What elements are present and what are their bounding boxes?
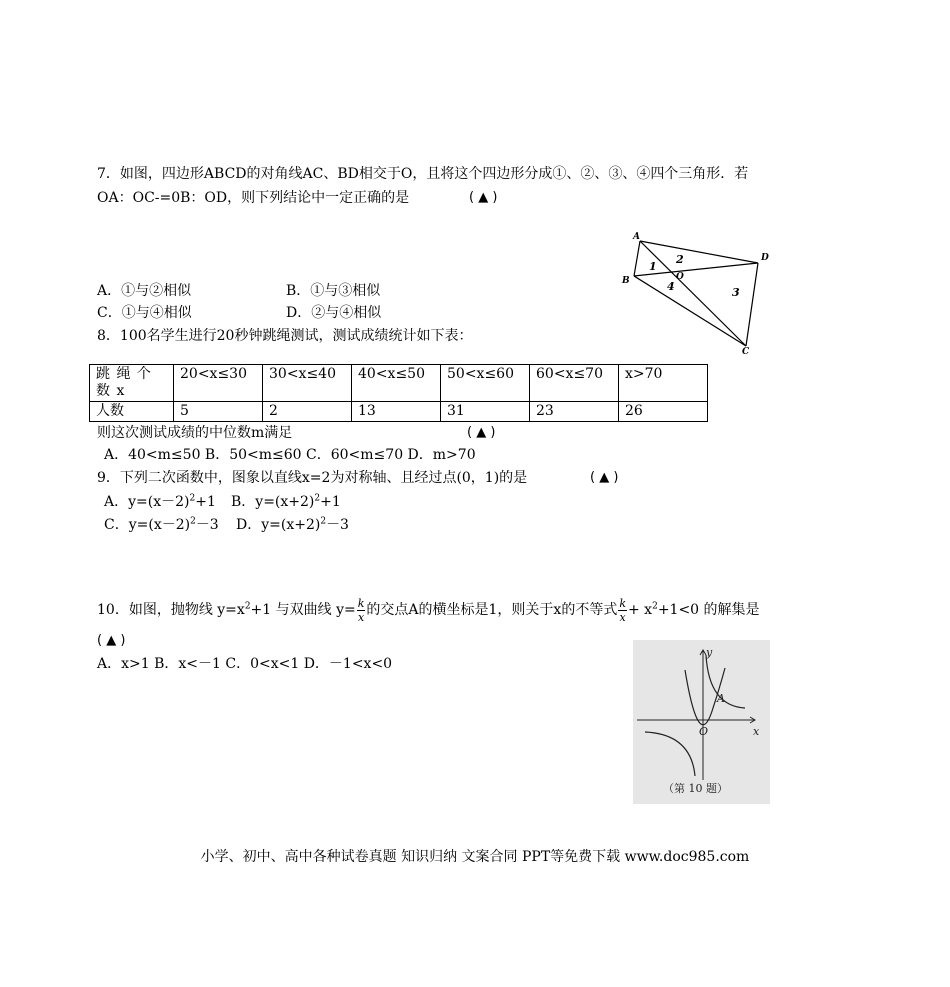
vertex-d-label: D	[761, 253, 769, 263]
q7-quadrilateral-figure	[616, 228, 776, 360]
q10-graph-figure	[633, 640, 770, 804]
q7-stem-text: OA：OC-=0B：OD，则下列结论中一定正确的是	[97, 190, 410, 206]
table-cell: 31	[441, 402, 530, 422]
table-cell: 2	[263, 402, 352, 422]
page-footer: 小学、初中、高中各种试卷真题 知识归纳 文案合同 PPT等免费下载 www.doc985.com	[200, 849, 750, 865]
table-cell: 60<x≤70	[530, 365, 619, 402]
q9-option-c-text: C．y=(x－2)	[104, 517, 191, 533]
table-cell: 5	[174, 402, 263, 422]
q10-answer-mark: ( ▲ )	[97, 633, 126, 648]
q10-options: A．x>1 B．x<－1 C．0<x<1 D．－1<x<0	[97, 656, 393, 672]
table-cell: 50<x≤60	[441, 365, 530, 402]
table-cell: 跳 绳 个 数 x	[90, 365, 174, 402]
q7-option-b: B．①与③相似	[286, 283, 381, 299]
q7-option-d: D．②与④相似	[286, 305, 382, 321]
q9-option-b-tail: +1	[320, 494, 341, 510]
table-cell: 人数	[90, 402, 174, 422]
q8-question-text: 则这次测试成绩的中位数m满足	[97, 425, 293, 441]
q10-stem-part3: 的交点A的横坐标是1，则关于x的不等式	[366, 602, 618, 618]
q9-option-d-text: D．y=(x+2)	[236, 517, 321, 533]
region-1-label: 1	[649, 260, 657, 273]
exponent: 2	[189, 493, 196, 504]
q9-option-d	[236, 516, 349, 534]
table-cell: 23	[530, 402, 619, 422]
exponent: 2	[314, 493, 321, 504]
table-header-row	[90, 365, 708, 402]
table-cell: 20<x≤30	[174, 365, 263, 402]
table-cell: 40<x≤50	[352, 365, 441, 402]
exponent: 2	[244, 601, 251, 612]
x-axis-label: x	[753, 725, 760, 738]
fraction-numerator: k	[357, 596, 365, 610]
table-cell: 26	[619, 402, 708, 422]
q9-option-c-tail: －3	[195, 517, 219, 533]
y-axis-label: y	[706, 646, 713, 659]
region-3-label: 3	[732, 286, 740, 299]
table-cell: 30<x≤40	[263, 365, 352, 402]
q9-option-c	[104, 516, 219, 534]
q10-stem-part5: +1<0 的解集是	[657, 602, 760, 618]
q10-stem-part4: + x	[628, 602, 653, 618]
origin-label: O	[699, 725, 709, 738]
point-a-label: A	[717, 692, 725, 705]
q8-score-table	[89, 364, 708, 422]
table-row	[90, 402, 708, 422]
exponent: 2	[652, 601, 658, 612]
vertex-b-label: B	[622, 276, 630, 286]
vertex-c-label: C	[742, 347, 750, 357]
q7-stem-line1: 7．如图，四边形ABCD的对角线AC、BD相交于O，且将这个四边形分成①、②、③、④四个三角形．若	[97, 166, 749, 182]
q9-option-b-text: B．y=(x+2)	[231, 494, 315, 510]
q9-option-a-tail: +1	[195, 494, 216, 510]
q8-options: A．40<m≤50 B．50<m≤60 C．60<m≤70 D．m>70	[104, 447, 476, 463]
figure-caption: （第 10 题）	[663, 782, 728, 795]
q9-option-b	[231, 493, 341, 511]
exponent: 2	[320, 516, 327, 527]
q9-option-a	[104, 493, 216, 511]
q9-answer-mark: ( ▲ )	[590, 470, 619, 485]
k-over-x-fraction	[357, 597, 366, 624]
q10-stem-part2: +1 与双曲线 y=	[250, 602, 356, 618]
q8-question	[97, 424, 496, 442]
q7-answer-mark: ( ▲ )	[469, 190, 498, 205]
q9-stem	[97, 469, 619, 487]
vertex-a-label: A	[633, 232, 640, 242]
region-2-label: 2	[676, 253, 684, 266]
k-over-x-fraction	[618, 597, 627, 624]
fraction-numerator: k	[619, 596, 626, 610]
q9-option-d-tail: －3	[326, 517, 349, 533]
region-4-label: 4	[667, 280, 675, 293]
q8-answer-mark: ( ▲ )	[467, 425, 496, 440]
q7-option-c: C．①与④相似	[97, 305, 192, 321]
q7-option-a: A．①与②相似	[97, 283, 192, 299]
table-cell: 13	[352, 402, 441, 422]
q8-stem: 8．100名学生进行20秒钟跳绳测试，测试成绩统计如下表：	[97, 328, 473, 344]
q10-stem	[97, 596, 760, 624]
point-o-label: O	[676, 272, 684, 282]
table-cell: x>70	[619, 365, 708, 402]
q10-stem-part1: 10．如图，抛物线 y=x	[97, 602, 245, 618]
exponent: 2	[190, 516, 196, 527]
fraction-denominator: x	[357, 610, 365, 624]
q9-option-a-text: A．y=(x－2)	[104, 494, 190, 510]
fraction-denominator: x	[619, 610, 626, 624]
q9-stem-text: 9．下列二次函数中，图象以直线x=2为对称轴、且经过点(0，1)的是	[97, 470, 528, 486]
q7-stem-line2	[97, 189, 498, 207]
